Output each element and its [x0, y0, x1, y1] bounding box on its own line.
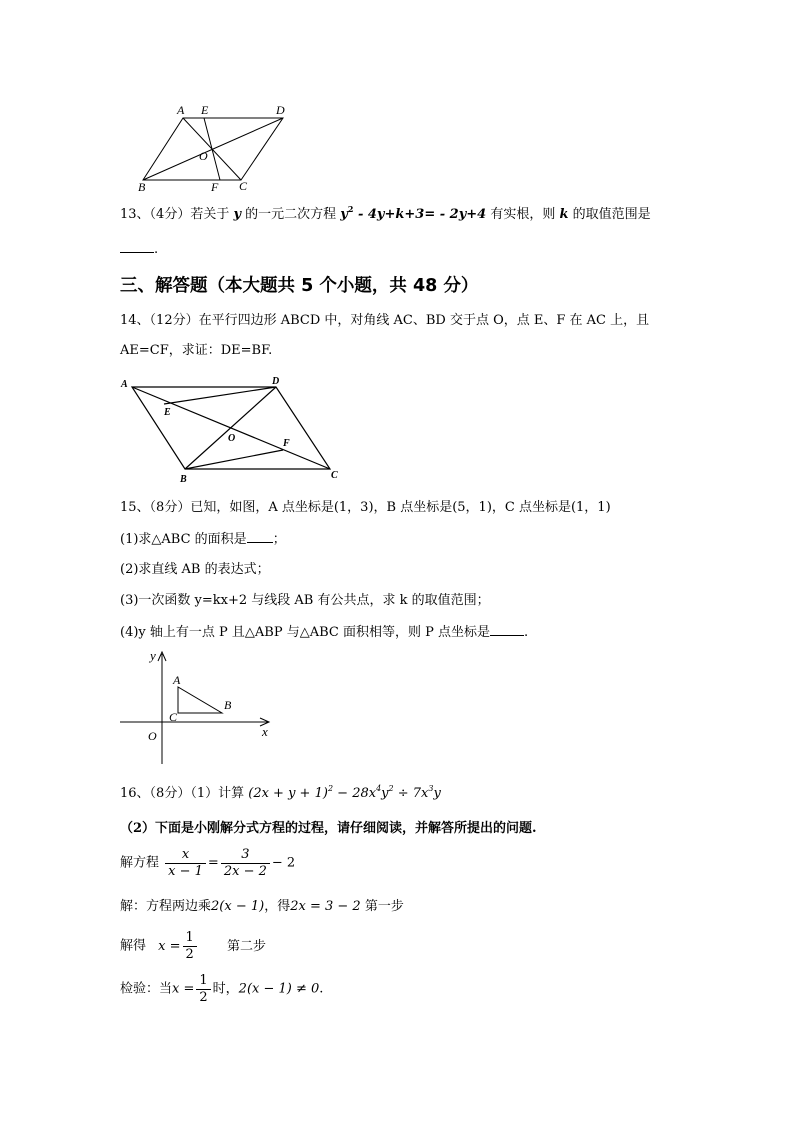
- q15-part4: [120, 623, 528, 642]
- frac1-num: x: [165, 847, 206, 864]
- q15-part4-blank[interactable]: [490, 623, 524, 636]
- step2-den: 2: [185, 947, 194, 962]
- q15-part1-end: ；: [272, 532, 286, 547]
- q13-text2: 的一元二次方程: [241, 207, 341, 222]
- q16-check: [120, 973, 323, 1006]
- frac1-den: x − 1: [168, 864, 203, 879]
- frac2-den: 2x − 2: [223, 864, 267, 879]
- label-b: B: [138, 180, 146, 194]
- q16-part2: （2）下面是小刚解分式方程的过程，请仔细阅读，并解答所提出的问题.: [120, 821, 537, 836]
- label-b-3: B: [224, 698, 232, 712]
- eq-tail: − 2: [271, 855, 296, 871]
- step1-label: 第一步: [360, 899, 404, 914]
- check-condition: 2(x − 1) ≠ 0: [238, 981, 320, 997]
- figure-parallelogram-2: [118, 374, 348, 486]
- label-f-2: F: [283, 438, 290, 449]
- label-c-2: C: [331, 470, 338, 481]
- label-x-axis: x: [262, 724, 268, 739]
- step1-text-c: ，得: [264, 899, 291, 914]
- q15-part3: (3)一次函数 y=kx+2 与线段 AB 有公共点，求 k 的取值范围；: [120, 593, 490, 608]
- q15-part4-text: (4)y 轴上有一点 P 且△ABP 与△ABC 面积相等，则 P 点坐标是: [120, 625, 490, 640]
- step2-text: 解得: [120, 938, 147, 954]
- q13-line2: [120, 240, 158, 259]
- q16-equation-line: [120, 847, 295, 880]
- label-f: F: [211, 180, 219, 194]
- triangle-abc: [178, 687, 222, 713]
- check-num: 1: [196, 973, 210, 990]
- fraction-3-over-2x-minus-2: [221, 847, 270, 880]
- label-a-3: A: [173, 673, 181, 687]
- step1-text-a: 解：方程两边乘: [120, 899, 212, 914]
- q13-answer-blank[interactable]: [120, 240, 154, 253]
- q15-part1-text: (1)求△ABC 的面积是: [120, 532, 247, 547]
- step2-x: x =: [158, 938, 181, 954]
- label-o-2: O: [228, 433, 236, 444]
- segment-bf: [185, 450, 283, 469]
- q15-part1: [120, 530, 286, 549]
- q16-expression: [248, 786, 441, 801]
- check-x: x =: [172, 981, 195, 997]
- label-e-2: E: [164, 407, 171, 418]
- q13-number: 13、（4分）: [120, 207, 191, 222]
- q16-step1: [120, 898, 404, 916]
- check-text-b: 时，: [212, 981, 239, 997]
- q13-eq-y: y: [340, 207, 348, 222]
- expr-part-d: ÷ 7x: [393, 786, 429, 801]
- fraction-x-over-x-minus-1: [165, 847, 206, 880]
- q15-part2: (2)求直线 AB 的表达式；: [120, 562, 270, 577]
- label-d-2: D: [272, 376, 280, 387]
- q13-line1: [120, 206, 651, 224]
- label-e: E: [201, 103, 209, 117]
- solve-label: 解方程: [120, 855, 160, 871]
- check-end: .: [319, 981, 324, 997]
- frac2-num: 3: [221, 847, 270, 864]
- figure-parallelogram-1: [133, 100, 293, 195]
- label-a: A: [177, 103, 185, 117]
- q14-line2: AE=CF，求证：DE=BF.: [120, 343, 273, 358]
- step2-label: 第二步: [226, 938, 266, 954]
- q15-intro: 15、（8分）已知，如图，A 点坐标是(1，3)，B 点坐标是(5，1)，C 点坐标是(1，1): [120, 500, 611, 515]
- label-c: C: [239, 179, 248, 193]
- label-b-2: B: [180, 474, 187, 485]
- step1-result: 2x = 3 − 2: [290, 899, 361, 914]
- section-3-heading: 三、解答题（本大题共 5 个小题，共 48 分）: [120, 276, 479, 296]
- label-y-axis: y: [150, 648, 156, 663]
- check-den: 2: [199, 990, 208, 1005]
- q14-line1: 14、（12分）在平行四边形 ABCD 中，对角线 AC、BD 交于点 O，点 E、F 在 AC 上，且: [120, 313, 650, 328]
- q16-step2: [120, 930, 266, 963]
- expr-part-e: y: [433, 786, 441, 801]
- q13-var-y: y: [233, 207, 242, 222]
- label-c-3: C: [169, 710, 178, 724]
- step2-num: 1: [183, 930, 197, 947]
- step2-fraction: [183, 930, 197, 963]
- label-o-3: O: [148, 729, 157, 743]
- q16-number: 16、（8分）: [120, 786, 191, 801]
- expr-sup-3: 2: [388, 784, 394, 793]
- q13-text4: 的取值范围是: [568, 207, 651, 222]
- expr-part-b: − 28x: [333, 786, 377, 801]
- q13-end: .: [154, 242, 159, 257]
- check-text-a: 检验：当: [120, 981, 173, 997]
- label-o: O: [199, 149, 208, 163]
- label-d: D: [276, 103, 285, 117]
- figure-coordinate-plane: [116, 644, 278, 768]
- step1-multiplier: 2(x − 1): [211, 899, 265, 914]
- expr-sup-1: 2: [327, 784, 334, 793]
- q15-part1-blank[interactable]: [247, 530, 273, 543]
- q13-text3: 有实根，则: [486, 207, 560, 222]
- q15-part4-end: .: [524, 625, 529, 640]
- q16-part1-label: （1）计算: [190, 786, 245, 801]
- q13-text1: 若关于: [190, 207, 234, 222]
- expr-sup-2: 4: [376, 784, 382, 793]
- q13-eq-sup: 2: [347, 204, 354, 214]
- q13-var-k: k: [559, 207, 569, 222]
- expr-part-c: y: [381, 786, 389, 801]
- check-fraction: [196, 973, 210, 1006]
- q13-eq-rest: - 4y+k+3= - 2y+4: [353, 207, 487, 222]
- eq-equals: =: [207, 855, 219, 871]
- expr-sup-4: 3: [428, 784, 434, 793]
- q16-line1: [120, 785, 441, 803]
- label-a-2: A: [121, 379, 128, 390]
- expr-part-a: (2x + y + 1): [248, 786, 328, 801]
